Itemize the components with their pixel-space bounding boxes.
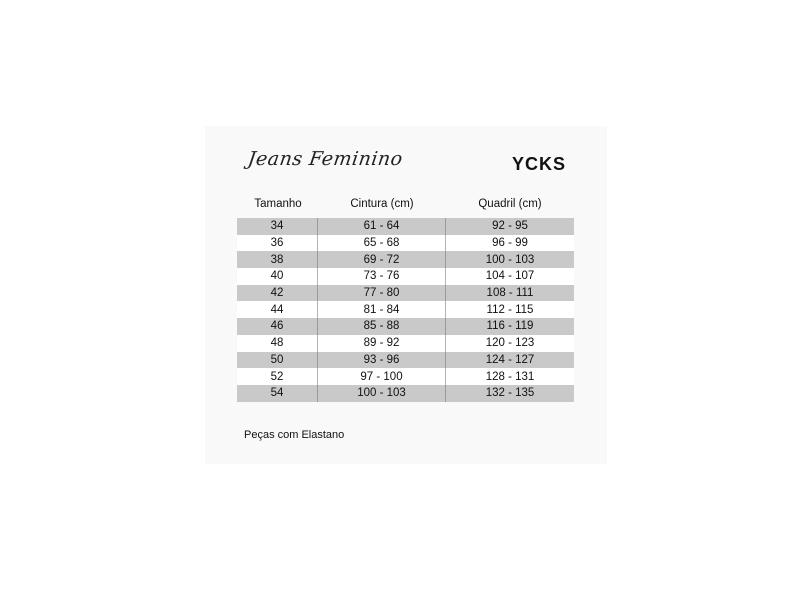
size-cell: 44 <box>237 301 318 318</box>
size-cell: 46 <box>237 318 318 335</box>
waist-cell: 69 - 72 <box>318 251 446 268</box>
table-row <box>237 368 574 385</box>
fabric-note: Peças com Elastano <box>244 429 345 441</box>
table-row <box>237 218 574 235</box>
waist-cell: 81 - 84 <box>318 301 446 318</box>
waist-cell: 61 - 64 <box>318 218 446 235</box>
table-row <box>237 385 574 402</box>
brand-logo: YCKS <box>512 154 567 174</box>
hip-cell: 120 - 123 <box>485 337 535 350</box>
table-row <box>237 352 574 369</box>
table-row <box>237 251 574 268</box>
size-cell: 34 <box>237 218 318 235</box>
size-cell: 36 <box>237 235 318 252</box>
table-row <box>237 335 574 352</box>
size-cell: 52 <box>237 368 318 385</box>
hip-cell: 104 - 107 <box>485 270 535 283</box>
column-header-waist: Cintura (cm) <box>350 198 414 210</box>
column-header-hip: Quadril (cm) <box>478 198 542 210</box>
table-row <box>237 318 574 335</box>
table-row <box>237 235 574 252</box>
waist-cell: 85 - 88 <box>318 318 446 335</box>
size-cell: 50 <box>237 352 318 369</box>
column-header-size: Tamanho <box>254 198 302 210</box>
waist-cell: 65 - 68 <box>318 235 446 252</box>
table-row <box>237 301 574 318</box>
hip-cell: 124 - 127 <box>485 353 535 366</box>
waist-cell: 100 - 103 <box>318 385 446 402</box>
hip-cell: 128 - 131 <box>485 370 535 383</box>
table-row <box>237 268 574 285</box>
chart-title: Jeans Feminino <box>246 148 405 170</box>
table-row <box>237 285 574 302</box>
waist-cell: 73 - 76 <box>318 268 446 285</box>
hip-cell: 112 - 115 <box>486 303 534 316</box>
size-cell: 40 <box>237 268 318 285</box>
size-cell: 42 <box>237 285 318 302</box>
size-cell: 48 <box>237 335 318 352</box>
waist-cell: 77 - 80 <box>318 285 446 302</box>
waist-cell: 97 - 100 <box>318 368 446 385</box>
hip-cell: 96 - 99 <box>492 237 528 250</box>
waist-cell: 93 - 96 <box>318 352 446 369</box>
hip-cell: 100 - 103 <box>485 253 535 266</box>
hip-cell: 132 - 135 <box>485 387 535 400</box>
hip-cell: 92 - 95 <box>492 220 528 233</box>
size-cell: 54 <box>237 385 318 402</box>
size-table <box>237 218 574 402</box>
waist-cell: 89 - 92 <box>318 335 446 352</box>
hip-cell: 116 - 119 <box>486 320 534 333</box>
hip-cell: 108 - 111 <box>486 287 534 300</box>
size-cell: 38 <box>237 251 318 268</box>
